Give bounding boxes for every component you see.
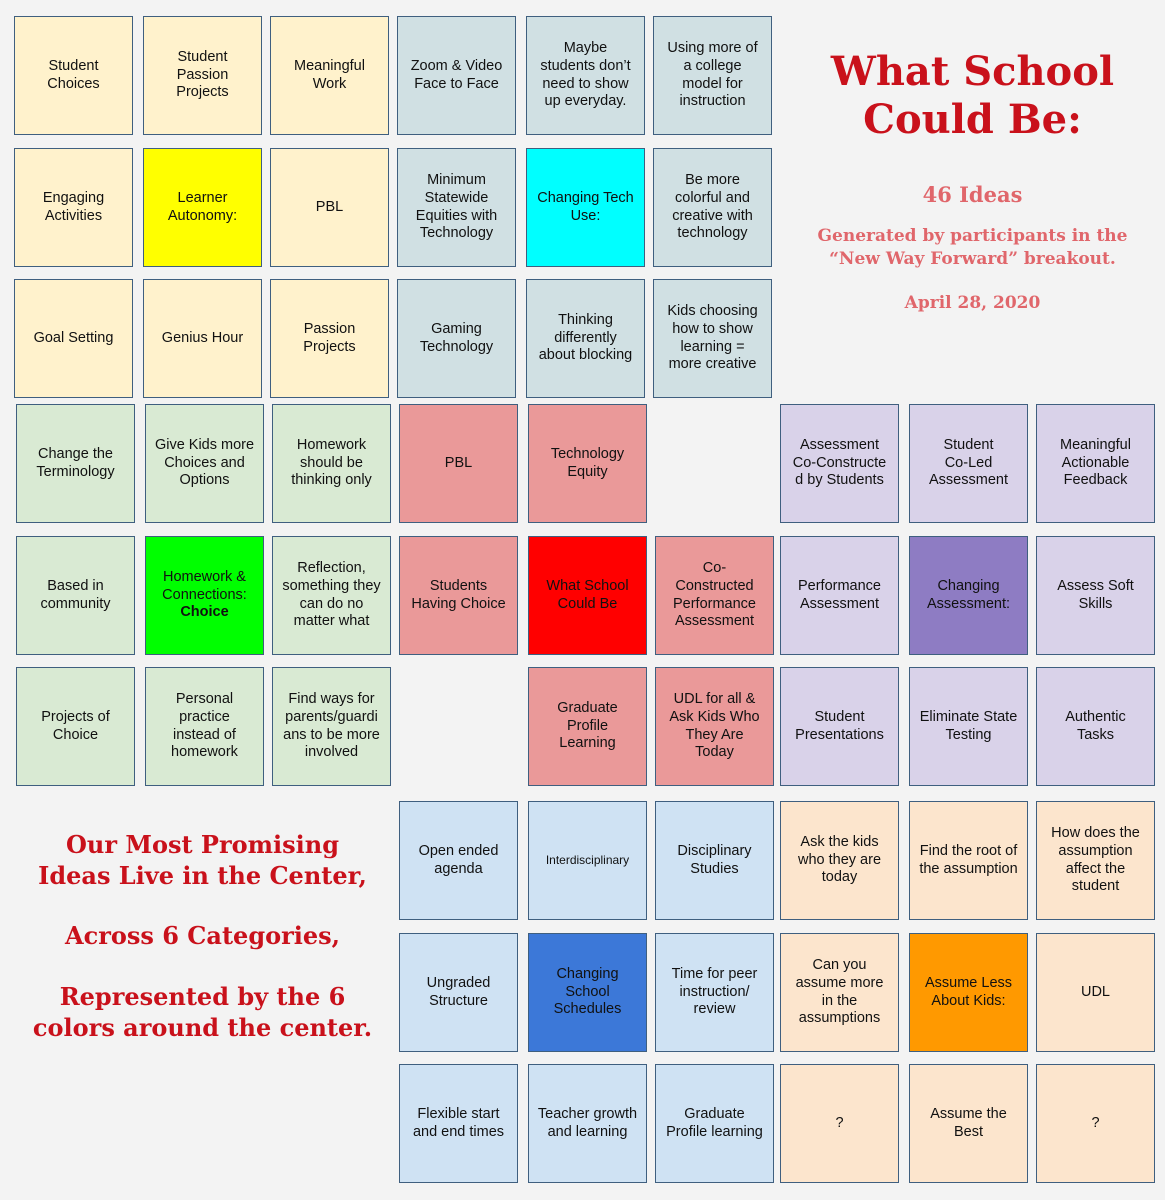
main-title: What School Could Be: [830, 48, 1115, 143]
note-pbl-top: PBL [270, 148, 389, 267]
note-disciplinary-studies: Disciplinary Studies [655, 801, 774, 920]
note-authentic-tasks: Authentic Tasks [1036, 667, 1155, 786]
note-change-terminology: Change the Terminology [16, 404, 135, 523]
note-learner-autonomy-header: Learner Autonomy: [143, 148, 262, 267]
note-engaging-activities: Engaging Activities [14, 148, 133, 267]
note-co-constructed-performance: Co- Constructed Performance Assessment [655, 536, 774, 655]
note-time-peer-instruction: Time for peer instruction/ review [655, 933, 774, 1052]
note-assessment-co-constructed: Assessment Co-Constructe d by Students [780, 404, 899, 523]
title-block [790, 48, 1155, 313]
note-find-ways-parents: Find ways for parents/guardi ans to be more involved [272, 667, 391, 786]
note-homework-thinking: Homework should be thinking only [272, 404, 391, 523]
note-ask-kids-today: Ask the kids who they are today [780, 801, 899, 920]
note-minimum-statewide: Minimum Statewide Equities with Technology [397, 148, 516, 267]
note-assess-soft-skills: Assess Soft Skills [1036, 536, 1155, 655]
subtitle: Generated by participants in the “New Way Forward” breakout. [817, 226, 1128, 269]
homework-choice-label: Choice [180, 604, 229, 621]
note-meaningful-feedback: Meaningful Actionable Feedback [1036, 404, 1155, 523]
note-assume-less-header: Assume Less About Kids: [909, 933, 1028, 1052]
note-goal-setting: Goal Setting [14, 279, 133, 398]
note-thinking-blocking: Thinking differently about blocking [526, 279, 645, 398]
note-assume-best: Assume the Best [909, 1064, 1028, 1183]
note-changing-assessment-header: Changing Assessment: [909, 536, 1028, 655]
note-changing-tech-use-header: Changing Tech Use: [526, 148, 645, 267]
homework-connections-label: Homework & Connections: [162, 568, 247, 603]
note-teacher-growth: Teacher growth and learning [528, 1064, 647, 1183]
note-changing-school-schedules-header: Changing School Schedules [528, 933, 647, 1052]
promise-line-colors: Represented by the 6 colors around the center. [32, 982, 373, 1042]
note-meaningful-work: Meaningful Work [270, 16, 389, 135]
note-question-2: ? [1036, 1064, 1155, 1183]
note-colorful-creative: Be more colorful and creative with technology [653, 148, 772, 267]
note-technology-equity: Technology Equity [528, 404, 647, 523]
note-kids-choosing: Kids choosing how to show learning = more creative [653, 279, 772, 398]
note-udl-for-all: UDL for all & Ask Kids Who They Are Today [655, 667, 774, 786]
note-open-ended-agenda: Open ended agenda [399, 801, 518, 920]
note-student-co-led: Student Co-Led Assessment [909, 404, 1028, 523]
note-graduate-profile-learning-center: Graduate Profile Learning [528, 667, 647, 786]
note-students-having-choice: Students Having Choice [399, 536, 518, 655]
note-homework-connections-header [145, 536, 264, 655]
note-how-does-assumption: How does the assumption affect the student [1036, 801, 1155, 920]
note-udl: UDL [1036, 933, 1155, 1052]
note-zoom-video: Zoom & Video Face to Face [397, 16, 516, 135]
note-ungraded-structure: Ungraded Structure [399, 933, 518, 1052]
note-interdisciplinary: Interdisciplinary [528, 801, 647, 920]
note-find-root: Find the root of the assumption [909, 801, 1028, 920]
promise-line-center: Our Most Promising Ideas Live in the Center, [38, 830, 367, 890]
note-student-choices: Student Choices [14, 16, 133, 135]
promise-block [30, 830, 375, 1074]
ideas-count: 46 Ideas [922, 182, 1023, 207]
note-give-kids-choices: Give Kids more Choices and Options [145, 404, 264, 523]
note-student-presentations: Student Presentations [780, 667, 899, 786]
note-what-school-center: What School Could Be [528, 536, 647, 655]
note-projects-of-choice: Projects of Choice [16, 667, 135, 786]
note-flexible-start: Flexible start and end times [399, 1064, 518, 1183]
promise-line-categories: Across 6 Categories, [64, 921, 340, 951]
note-passion-projects: Passion Projects [270, 279, 389, 398]
note-eliminate-state-testing: Eliminate State Testing [909, 667, 1028, 786]
note-performance-assessment: Performance Assessment [780, 536, 899, 655]
note-pbl-center: PBL [399, 404, 518, 523]
note-genius-hour: Genius Hour [143, 279, 262, 398]
note-graduate-profile-learning-blue: Graduate Profile learning [655, 1064, 774, 1183]
note-reflection: Reflection, something they can do no matter what [272, 536, 391, 655]
date: April 28, 2020 [904, 292, 1041, 313]
note-maybe-students: Maybe students don’t need to show up everyday. [526, 16, 645, 135]
note-college-model: Using more of a college model for instruction [653, 16, 772, 135]
note-question-1: ? [780, 1064, 899, 1183]
note-student-passion-projects: Student Passion Projects [143, 16, 262, 135]
note-based-in-community: Based in community [16, 536, 135, 655]
note-can-you-assume: Can you assume more in the assumptions [780, 933, 899, 1052]
note-gaming-technology: Gaming Technology [397, 279, 516, 398]
note-personal-practice: Personal practice instead of homework [145, 667, 264, 786]
